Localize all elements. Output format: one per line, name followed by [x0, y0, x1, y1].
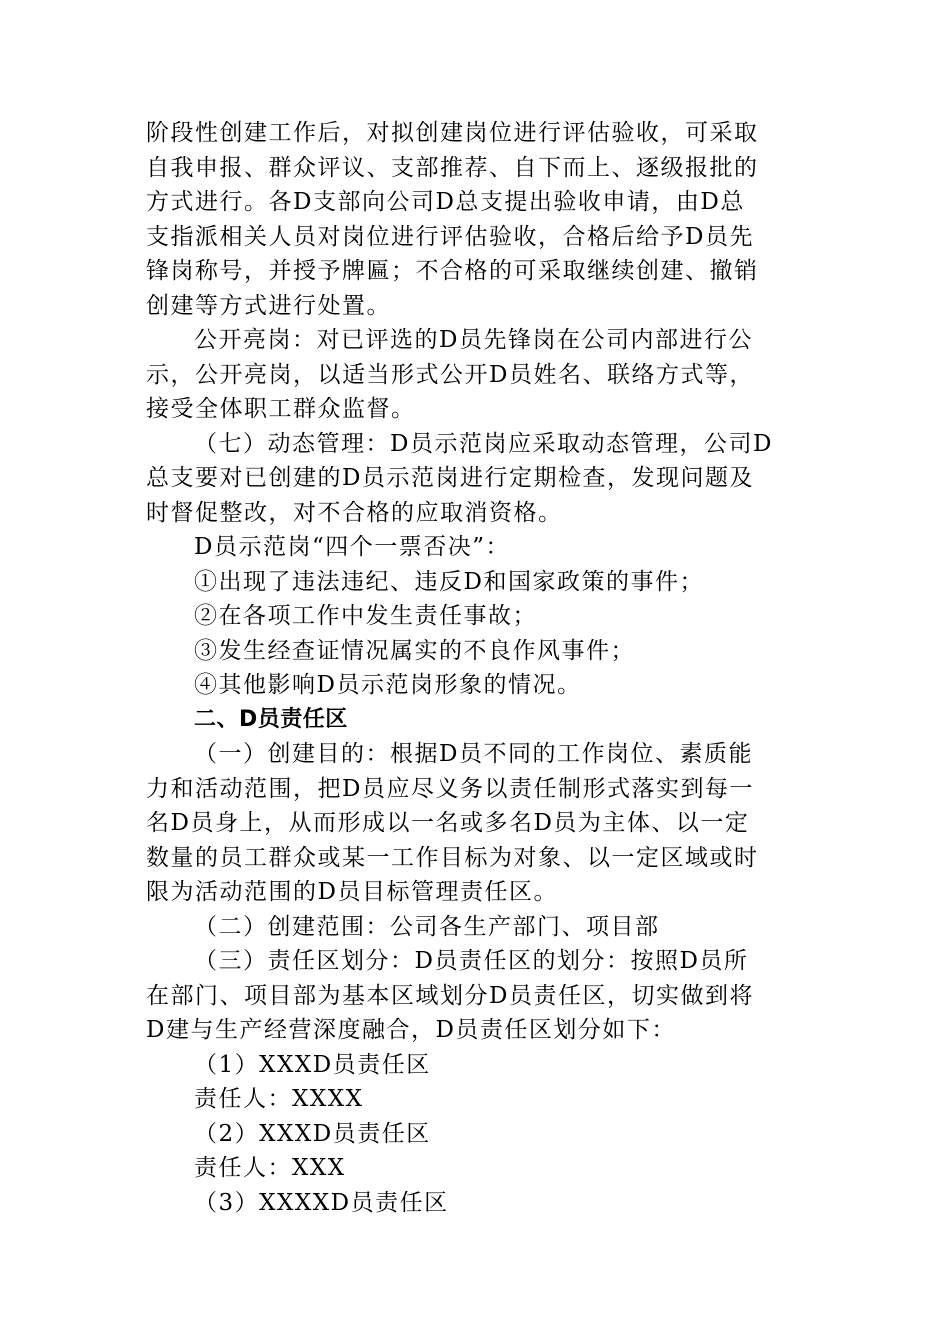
text-line: 创建等方式进行处置。	[146, 292, 391, 319]
text-line: （3）XXXXD员责任区	[194, 1189, 449, 1216]
text-line: 接受全体职工群众监督。	[146, 396, 416, 422]
text-line: 阶段性创建工作后，对拟创建岗位进行评估验收，可采取	[146, 120, 759, 146]
text-line: （2）XXXD员责任区	[194, 1120, 431, 1147]
list-item-veto-4	[146, 668, 808, 703]
text-line: ①出现了违法违纪、违反D和国家政策的事件；	[194, 568, 704, 595]
paragraph-purpose	[146, 737, 808, 910]
text-line: ③发生经查证情况属实的不良作风事件；	[194, 637, 635, 664]
section-heading	[146, 703, 808, 738]
text-line: 总支要对已创建的D员示范岗进行定期检查，发现问题及	[146, 465, 754, 491]
text-line: 方式进行。各D支部向公司D总支提出验收申请，由D总	[146, 189, 745, 215]
text-line: D建与生产经营深度融合，D员责任区划分如下：	[146, 1017, 676, 1043]
text-line: 锋岗称号，并授予牌匾；不合格的可采取继续创建、撤销	[146, 258, 759, 284]
list-item-veto-2	[146, 599, 808, 634]
text-line: （1）XXXD员责任区	[194, 1051, 431, 1078]
heading-text: 二、D员责任区	[194, 706, 348, 732]
text-line: （七）动态管理：D员示范岗应采取动态管理，公司D	[194, 430, 773, 457]
paragraph-public-post	[146, 323, 808, 427]
paragraph-dynamic-management	[146, 427, 808, 531]
text-line: ②在各项工作中发生责任事故；	[194, 603, 537, 629]
text-line: 示，公开亮岗，以适当形式公开D员姓名、联络方式等，	[146, 361, 754, 388]
text-line: （三）责任区划分：D员责任区的划分：按照D员所	[194, 948, 749, 974]
paragraph-veto-intro	[146, 530, 808, 565]
paragraph-division	[146, 944, 808, 1048]
zone-item-3	[146, 1186, 808, 1221]
zone-owner-2	[146, 1151, 808, 1186]
text-line: 在部门、项目部为基本区域划分D员责任区，切实做到将	[146, 982, 754, 1009]
zone-owner-1	[146, 1082, 808, 1117]
zone-item-1	[146, 1048, 808, 1083]
text-line: 名D员身上，从而形成以一名或多名D员为主体、以一定	[146, 810, 750, 836]
text-line: （二）创建范围：公司各生产部门、项目部	[194, 913, 660, 940]
text-line: ④其他影响D员示范岗形象的情况。	[194, 672, 582, 698]
document-body	[146, 116, 808, 1220]
text-line: D员示范岗“四个一票否决”：	[194, 534, 510, 560]
text-line: 自我申报、群众评议、支部推荐、自下而上、逐级报批的	[146, 154, 759, 181]
list-item-veto-3	[146, 634, 808, 669]
text-line: 责任人：XXXX	[194, 1086, 364, 1112]
text-line: 时督促整改，对不合格的应取消资格。	[146, 499, 563, 526]
paragraph-evaluation	[146, 116, 808, 323]
text-line: 公开亮岗：对已评选的D员先锋岗在公司内部进行公	[194, 327, 753, 353]
text-line: （一）创建目的：根据D员不同的工作岗位、素质能	[194, 741, 753, 767]
text-line: 支指派相关人员对岗位进行评估验收，合格后给予D员先	[146, 223, 754, 250]
text-line: 限为活动范围的D员目标管理责任区。	[146, 879, 558, 905]
text-line: 力和活动范围，把D员应尽义务以责任制形式落实到每一	[146, 775, 754, 802]
paragraph-scope	[146, 910, 808, 945]
zone-item-2	[146, 1117, 808, 1152]
list-item-veto-1	[146, 565, 808, 600]
text-line: 责任人：XXX	[194, 1155, 346, 1181]
text-line: 数量的员工群众或某一工作目标为对象、以一定区域或时	[146, 844, 759, 871]
